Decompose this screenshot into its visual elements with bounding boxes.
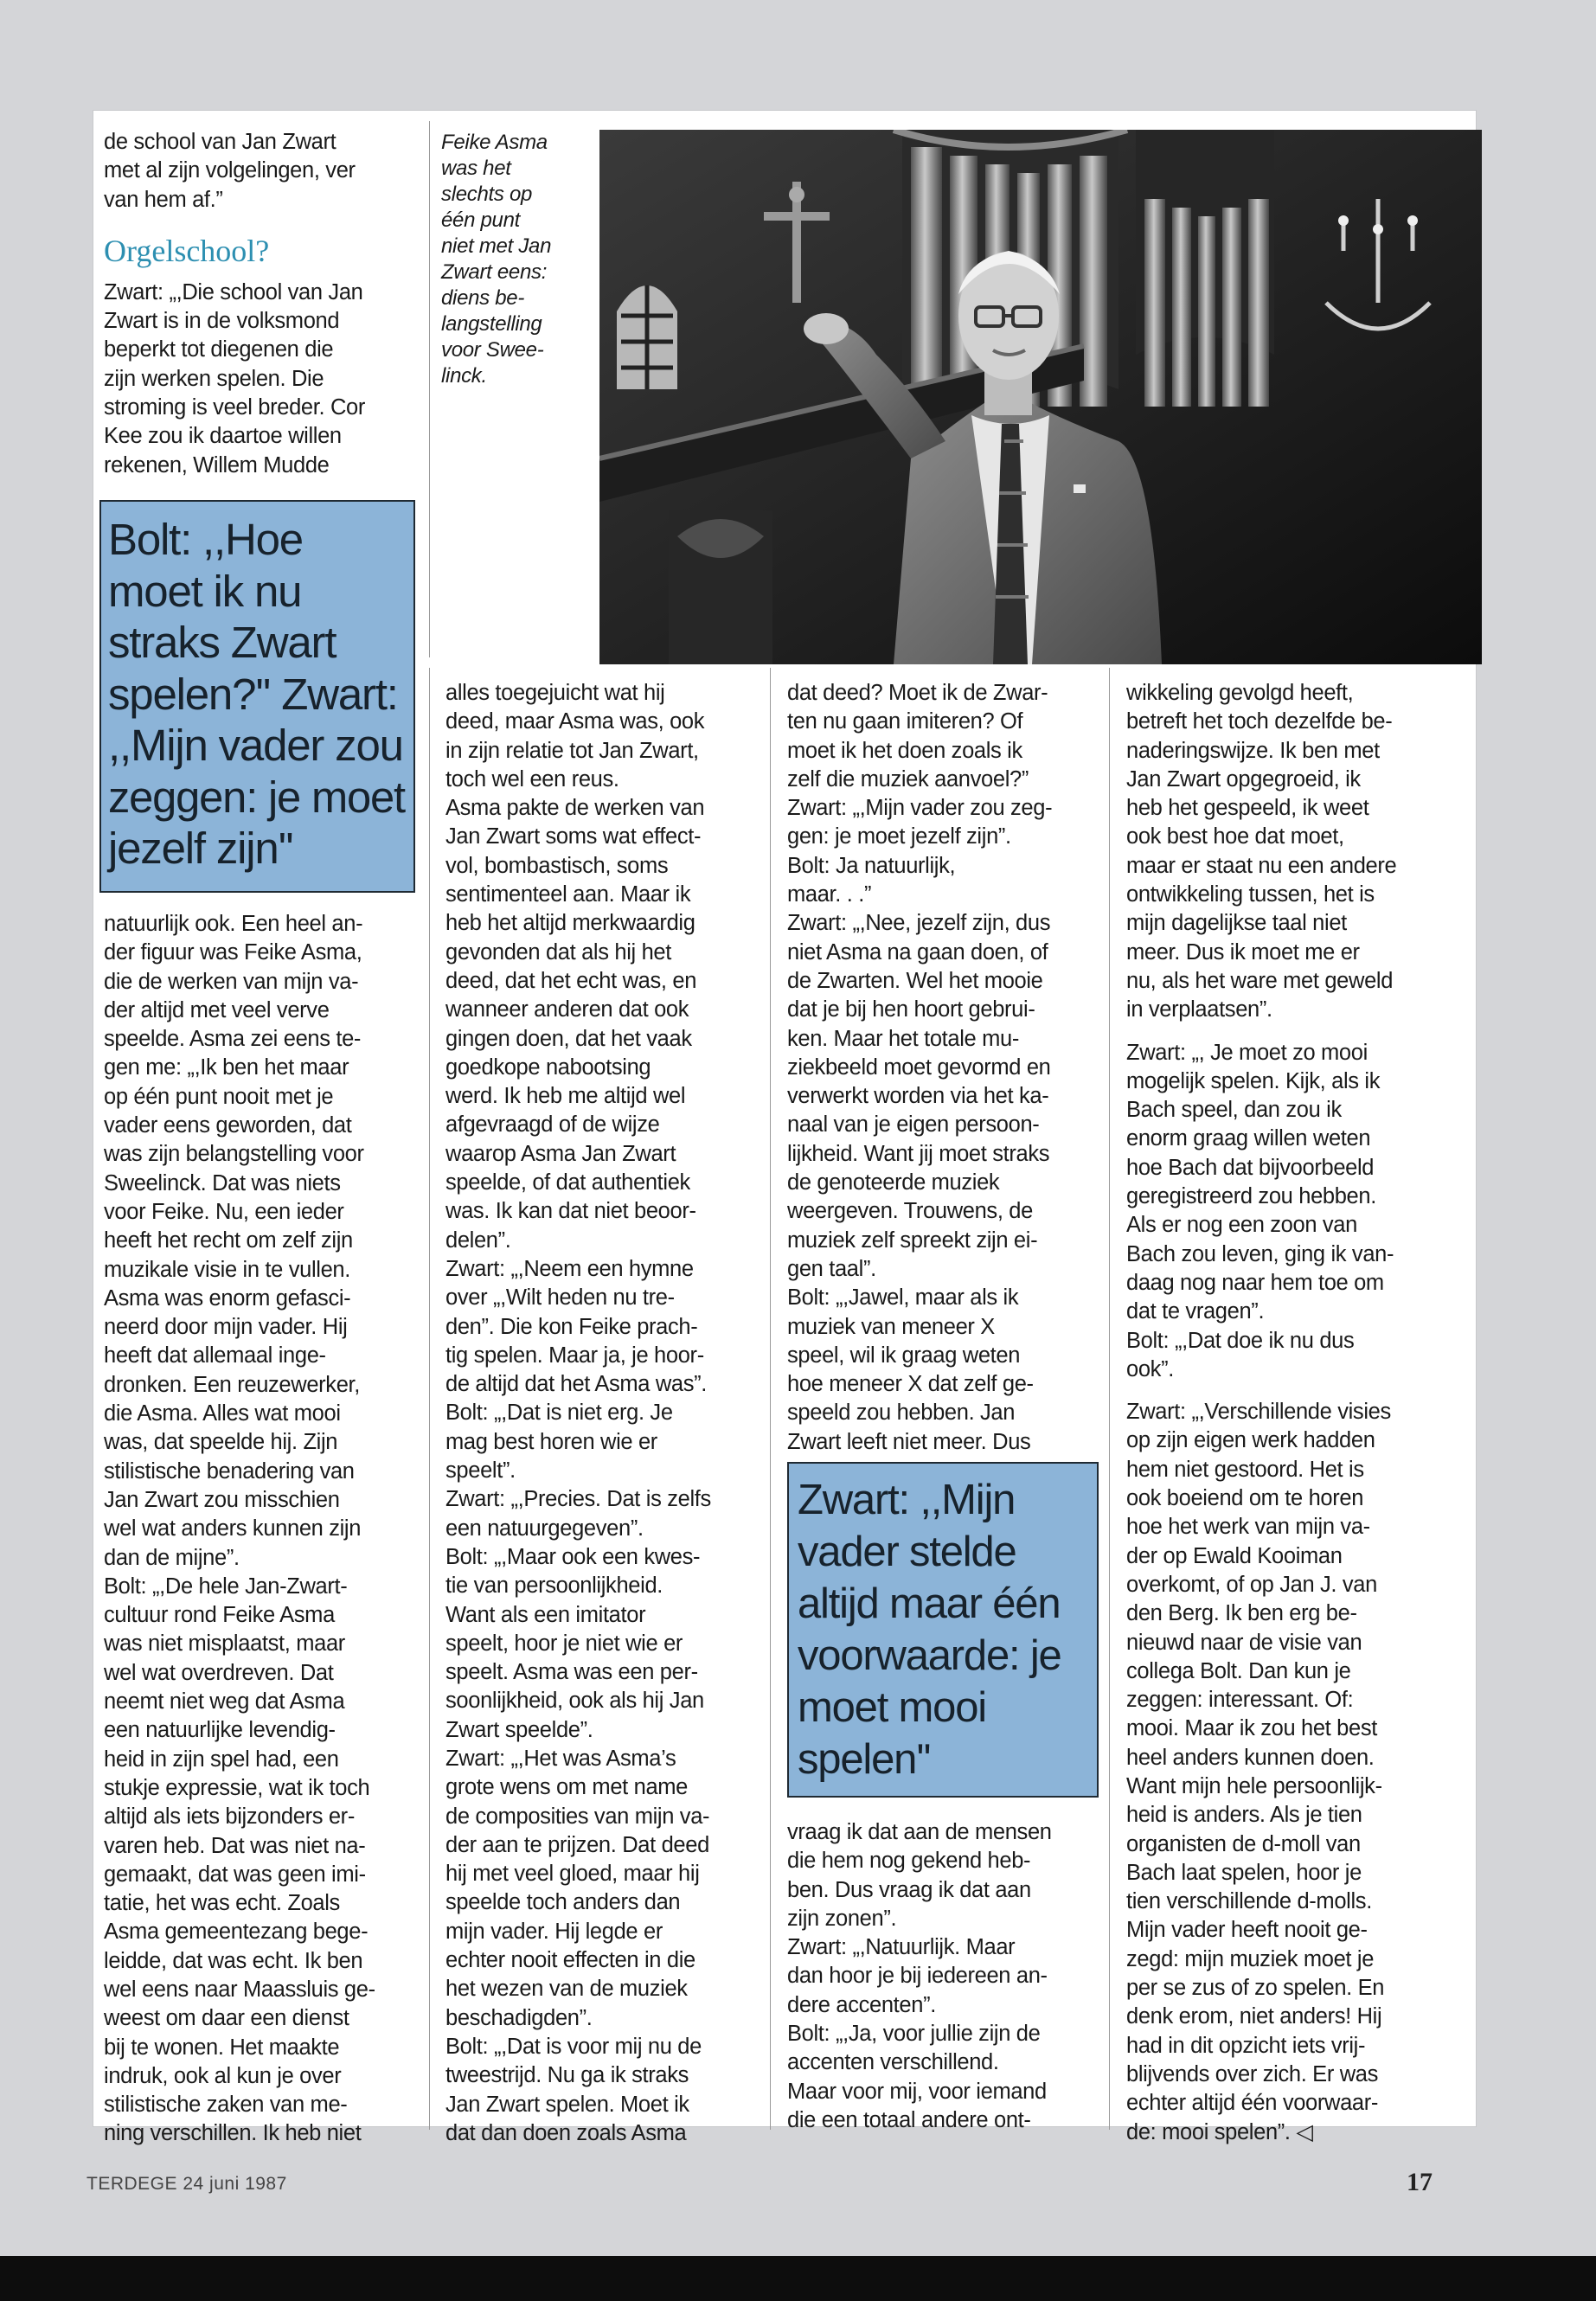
text-line: heb het altijd merkwaardig — [445, 911, 695, 936]
caption-line: linck. — [441, 364, 487, 388]
quote-line: Zwart: ,,Mijn — [798, 1477, 1016, 1523]
text-line: tien verschillende d-molls. — [1126, 1889, 1372, 1914]
text-line: dat je bij hen hoort gebrui- — [787, 997, 1035, 1022]
text-line: mooi. Maar ik zou het best — [1126, 1716, 1377, 1741]
text-line: heb het gespeeld, ik weet — [1126, 796, 1369, 821]
pull-quote-bolt — [99, 500, 415, 893]
text-line: Zwart is in de volksmond — [104, 309, 340, 334]
column-rule — [429, 668, 430, 2130]
text-line: Maar voor mij, voor iemand — [787, 2079, 1047, 2104]
text-line: op één punt nooit met je — [104, 1084, 334, 1109]
text-line: der altijd met veel verve — [104, 997, 330, 1022]
text-line: grote wens om met name — [445, 1775, 689, 1800]
text-line: den Berg. Ik ben erg be- — [1126, 1601, 1357, 1626]
column-2 — [445, 679, 761, 2148]
text-line: mijn vader. Hij legde er — [445, 1919, 663, 1944]
text-line: gevonden dat als hij het — [445, 939, 671, 965]
scan-edge-bar — [0, 2256, 1596, 2301]
text-line: van hem af.” — [104, 187, 223, 212]
text-line: rekenen, Willem Mudde — [104, 452, 330, 478]
text-line: gen: je moet jezelf zijn”. — [787, 824, 1011, 849]
column-rule — [429, 121, 430, 657]
text-line: Als er nog een zoon van — [1126, 1213, 1357, 1238]
text-line: Zwart: „,Neem een hymne — [445, 1256, 694, 1281]
quote-line: moet ik nu — [108, 566, 302, 616]
text-line: dat deed? Moet ik de Zwar- — [787, 681, 1048, 705]
text-line: vol, bombastisch, soms — [445, 853, 669, 878]
text-line: neerd door mijn vader. Hij — [104, 1315, 348, 1340]
text-line: geregistreerd zou hebben. — [1126, 1184, 1376, 1209]
section-heading: Orgelschool? — [104, 233, 270, 268]
text-line: hem niet gestoord. Het is — [1126, 1457, 1364, 1482]
text-line: Bolt: „,Dat is voor mij nu de — [445, 2034, 702, 2059]
text-line: was, dat speelde hij. Zijn — [104, 1430, 338, 1455]
column-3-top — [787, 679, 1103, 1457]
text-line: het wezen van de muziek — [445, 1977, 688, 2002]
text-line: naal van je eigen persoon- — [787, 1112, 1040, 1138]
text-line: muziek van meneer X — [787, 1314, 995, 1339]
text-line: ook”. — [1126, 1356, 1174, 1381]
text-line: afgevraagd of de wijze — [445, 1112, 660, 1138]
quote-line: straks Zwart — [108, 618, 337, 667]
text-line: Jan Zwart spelen. Moet ik — [445, 2092, 689, 2117]
column-3-bottom — [787, 1818, 1103, 2135]
text-line: beperkt tot diegenen die — [104, 337, 334, 362]
text-line: hoe Bach dat bijvoorbeeld — [1126, 1155, 1375, 1180]
text-line: Jan Zwart soms wat effect- — [445, 824, 702, 849]
text-line: Bolt: „,Maar ook een kwes- — [445, 1544, 701, 1569]
text-line: Zwart: „,Nee, jezelf zijn, dus — [787, 911, 1051, 936]
text-line: ziekbeeld moet gevormd en — [787, 1054, 1051, 1080]
caption-line: één punt — [441, 208, 521, 232]
text-line: speelt. Asma was een per- — [445, 1660, 698, 1685]
text-line: gemaakt, dat was geen imi- — [104, 1862, 366, 1887]
column-1-top — [104, 128, 415, 480]
text-line: deed, maar Asma was, ook — [445, 709, 705, 734]
text-line: Bach speel, dan zou ik — [1126, 1098, 1342, 1123]
text-line: mag best horen wie er — [445, 1429, 657, 1454]
quote-line: zeggen: je moet — [108, 772, 405, 822]
text-line: een natuurlijke levendig- — [104, 1718, 336, 1743]
text-line: delen”. — [445, 1227, 511, 1253]
text-line: toch wel een reus. — [445, 766, 619, 792]
caption-line: Feike Asma — [441, 131, 548, 154]
text-line: ning verschillen. Ik heb niet — [104, 2121, 362, 2146]
text-line: de school van Jan Zwart — [104, 130, 337, 154]
text-line: die de werken van mijn va- — [104, 969, 359, 994]
text-line: zijn werken spelen. Die — [104, 366, 324, 391]
text-line: op zijn eigen werk hadden — [1126, 1428, 1375, 1453]
text-line: dat dan doen zoals Asma — [445, 2120, 687, 2145]
text-line: in zijn relatie tot Jan Zwart, — [445, 738, 699, 763]
text-line: alles toegejuicht wat hij — [445, 681, 665, 705]
text-line: der figuur was Feike Asma, — [104, 940, 362, 965]
text-line: organisten de d-moll van — [1126, 1831, 1361, 1856]
quote-line: moet mooi — [798, 1684, 986, 1731]
text-line: Jan Zwart zou misschien — [104, 1487, 340, 1512]
text-line: dat te vragen”. — [1126, 1299, 1265, 1324]
text-line: wikkeling gevolgd heeft, — [1126, 681, 1354, 705]
text-line: cultuur rond Feike Asma — [104, 1603, 335, 1628]
text-line: heid is anders. Als je tien — [1126, 1803, 1362, 1828]
text-line: speelde, of dat authentiek — [445, 1170, 690, 1195]
text-line: Zwart leeft niet meer. Dus — [787, 1429, 1031, 1454]
text-line: Zwart: „, Je moet zo mooi — [1126, 1040, 1368, 1065]
text-line: vraag ik dat aan de mensen — [787, 1820, 1052, 1844]
caption-line: langstelling — [441, 312, 542, 336]
text-line: meer. Dus ik moet me er — [1126, 939, 1360, 965]
text-line: den”. Die kon Feike prach- — [445, 1314, 698, 1339]
text-line: dan de mijne”. — [104, 1545, 240, 1570]
text-line: die een totaal andere ont- — [787, 2107, 1031, 2132]
text-line: goedkope nabootsing — [445, 1054, 651, 1080]
photo-organist-portrait — [599, 130, 1482, 664]
text-line: dronken. Een reuzewerker, — [104, 1372, 361, 1397]
text-line: blijvends over zich. Er was — [1126, 2061, 1378, 2086]
text-line: tie van persoonlijkheid. — [445, 1574, 663, 1599]
pull-quote-zwart — [787, 1462, 1099, 1798]
text-line: Bolt: „,Dat doe ik nu dus — [1126, 1328, 1355, 1353]
text-line: hij met veel gloed, maar hij — [445, 1862, 700, 1887]
text-line: accenten verschillend. — [787, 2050, 999, 2075]
text-line: heel anders kunnen doen. — [1126, 1745, 1375, 1770]
text-line: ook best hoe dat moet, — [1126, 824, 1344, 849]
text-line: ben. Dus vraag ik dat aan — [787, 1877, 1031, 1902]
text-line: speel, wil ik graag weten — [787, 1343, 1021, 1368]
text-line: was zijn belangstelling voor — [104, 1142, 364, 1167]
text-line: gen me: „,Ik ben het maar — [104, 1055, 349, 1080]
text-line: leidde, dat was echt. Ik ben — [104, 1948, 363, 1973]
text-line: Zwart: „,Precies. Dat is zelfs — [445, 1487, 711, 1512]
text-line: waarop Asma Jan Zwart — [445, 1141, 676, 1166]
publication-footer: TERDEGE 24 juni 1987 — [87, 2174, 287, 2194]
text-line: dere accenten”. — [787, 1992, 936, 2017]
text-line: Bolt: Ja natuurlijk, — [787, 853, 956, 878]
text-line: Zwart speelde”. — [445, 1717, 593, 1742]
text-line: speelt, hoor je niet wie er — [445, 1631, 683, 1656]
text-line: die hem nog gekend heb- — [787, 1849, 1031, 1874]
text-line: stilistische benadering van — [104, 1458, 355, 1484]
text-line: denk erom, niet anders! Hij — [1126, 2004, 1382, 2029]
text-line: de composities van mijn va- — [445, 1804, 710, 1829]
text-line: tweestrijd. Nu ga ik straks — [445, 2063, 689, 2088]
text-line: nu, als het ware met geweld — [1126, 968, 1394, 993]
text-line: betreft het toch dezelfde be- — [1126, 709, 1393, 734]
text-line: speelde toch anders dan — [445, 1890, 681, 1915]
text-line: gen taal”. — [787, 1256, 876, 1281]
text-line: varen heb. Dat was niet na- — [104, 1833, 366, 1858]
text-line: zegd: mijn muziek moet je — [1126, 1946, 1375, 1971]
text-line: een natuurgegeven”. — [445, 1516, 644, 1541]
text-line: zijn zonen”. — [787, 1906, 897, 1931]
text-line: de altijd dat het Asma was”. — [445, 1372, 708, 1397]
column-4 — [1126, 679, 1438, 2147]
text-line: de Zwarten. Wel het mooie — [787, 968, 1043, 993]
text-line: Bach laat spelen, hoor je — [1126, 1860, 1362, 1885]
text-line: Bolt: „,Ja, voor jullie zijn de — [787, 2022, 1041, 2047]
text-line: hoe meneer X dat zelf ge- — [787, 1372, 1034, 1397]
text-line: neemt niet weg dat Asma — [104, 1689, 345, 1715]
text-line: had in dit opzicht iets vrij- — [1126, 2033, 1366, 2058]
text-line: Kee zou ik daartoe willen — [104, 424, 342, 449]
photo-caption — [441, 130, 575, 389]
text-line: weergeven. Trouwens, de — [787, 1199, 1033, 1224]
text-line: Want als een imitator — [445, 1602, 646, 1627]
text-line: Zwart: „,Verschillende visies — [1126, 1400, 1391, 1425]
text-line: ten nu gaan imiteren? Of — [787, 709, 1023, 734]
text-line: die Asma. Alles wat mooi — [104, 1401, 341, 1426]
text-line: nieuwd naar de visie van — [1126, 1630, 1362, 1655]
text-line: heeft dat allemaal inge- — [104, 1343, 326, 1368]
organ-photo-illustration — [599, 130, 1482, 664]
quote-line: altijd maar één — [798, 1580, 1061, 1627]
text-line: sentimenteel aan. Maar ik — [445, 882, 691, 907]
text-line: Bolt: „,Jawel, maar als ik — [787, 1285, 1019, 1311]
text-line: met al zijn volgelingen, ver — [104, 158, 356, 183]
text-line: gingen doen, dat het vaak — [445, 1026, 692, 1051]
text-line: de: mooi spelen”. ◁ — [1126, 2119, 1313, 2144]
text-line: stilistische zaken van me- — [104, 2093, 348, 2118]
text-line: Zwart: „,Het was Asma’s — [445, 1746, 676, 1771]
text-line: zelf die muziek aanvoel?” — [787, 766, 1029, 792]
text-line: enorm graag willen weten — [1126, 1126, 1371, 1151]
text-line: voor Feike. Nu, een ieder — [104, 1199, 344, 1224]
text-line: dan hoor je bij iedereen an- — [787, 1964, 1048, 1989]
text-line: Zwart: „,Die school van Jan — [104, 279, 363, 304]
text-line: wel eens naar Maassluis ge- — [104, 1977, 375, 2002]
text-line: weest om daar een dienst — [104, 2006, 349, 2031]
column-rule — [1109, 668, 1110, 2130]
text-line: soonlijkheid, ook als hij Jan — [445, 1689, 704, 1714]
text-line: Asma gemeentezang bege- — [104, 1920, 369, 1945]
text-line: altijd als iets bijzonders er- — [104, 1804, 355, 1830]
text-line: natuurlijk ook. Een heel an- — [104, 912, 363, 936]
text-line: zeggen: interessant. Of: — [1126, 1688, 1354, 1713]
text-line: echter altijd één voorwaar- — [1126, 2091, 1379, 2116]
text-line: tig spelen. Maar ja, je hoor- — [445, 1343, 704, 1368]
quote-line: ,,Mijn vader zou — [108, 721, 403, 770]
text-line: speelde. Asma zei eens te- — [104, 1027, 362, 1052]
text-line: heeft het recht om zelf zijn — [104, 1228, 353, 1253]
text-line: bij te wonen. Het maakte — [104, 2035, 340, 2060]
text-line: indruk, ook al kun je over — [104, 2063, 342, 2088]
text-line: Asma was enorm gefasci- — [104, 1285, 351, 1311]
text-line: per se zus of zo spelen. En — [1126, 1976, 1385, 2001]
text-line: speelt”. — [445, 1458, 516, 1484]
text-line: Bolt: „,De hele Jan-Zwart- — [104, 1574, 348, 1599]
text-line: verwerkt worden via het ka- — [787, 1084, 1049, 1109]
text-line: daag nog naar hem toe om — [1126, 1270, 1384, 1295]
text-line: muziek zelf spreekt zijn ei- — [787, 1227, 1038, 1253]
text-line: ken. Maar het totale mu- — [787, 1026, 1019, 1051]
text-line: der aan te prijzen. Dat deed — [445, 1832, 709, 1857]
text-line: collega Bolt. Dan kun je — [1126, 1658, 1351, 1683]
caption-line: was het — [441, 157, 511, 180]
text-line: stukje expressie, wat ik toch — [104, 1775, 370, 1800]
text-line: Bach zou leven, ging ik van- — [1126, 1241, 1394, 1266]
text-line: was niet misplaatst, maar — [104, 1631, 345, 1657]
text-line: speeld zou hebben. Jan — [787, 1400, 1016, 1426]
quote-line: spelen?'' Zwart: — [108, 669, 398, 719]
text-line: naderingswijze. Ik ben met — [1126, 738, 1380, 763]
text-line: over „,Wilt heden nu tre- — [445, 1285, 675, 1311]
quote-line: spelen'' — [798, 1736, 931, 1783]
text-line: Bolt: „,Dat is niet erg. Je — [445, 1400, 673, 1426]
text-line: de genoteerde muziek — [787, 1170, 1000, 1195]
text-line: stroming is veel breder. Cor — [104, 395, 365, 420]
text-line: niet Asma na gaan doen, of — [787, 939, 1048, 965]
text-line: Asma pakte de werken van — [445, 796, 705, 821]
caption-line: diens be- — [441, 286, 525, 310]
text-line: werd. Ik heb me altijd wel — [445, 1084, 686, 1109]
text-line: beschadigden”. — [445, 2005, 593, 2030]
text-line: maar. . .” — [787, 882, 872, 907]
text-line: vader eens geworden, dat — [104, 1113, 352, 1138]
text-line: Zwart: „,Natuurlijk. Maar — [787, 1935, 1016, 1960]
quote-line: voorwaarde: je — [798, 1632, 1061, 1679]
text-line: heid in zijn spel had, een — [104, 1747, 339, 1772]
text-line: lijkheid. Want jij moet straks — [787, 1141, 1050, 1166]
text-line: ontwikkeling tussen, het is — [1126, 882, 1375, 907]
text-line: wel wat overdreven. Dat — [104, 1660, 334, 1685]
caption-line: voor Swee- — [441, 338, 544, 362]
text-line: in verplaatsen”. — [1126, 997, 1272, 1022]
text-line: Want mijn hele persoonlijk- — [1126, 1773, 1382, 1798]
quote-line: jezelf zijn'' — [108, 824, 293, 873]
text-line: maar er staat nu een andere — [1126, 853, 1397, 878]
text-line: Jan Zwart opgegroeid, ik — [1126, 766, 1361, 792]
text-line: echter nooit effecten in die — [445, 1948, 695, 1973]
text-line: deed, dat het echt was, en — [445, 968, 697, 993]
column-1-bottom — [104, 910, 424, 2149]
text-line: overkomt, of op Jan J. van — [1126, 1572, 1377, 1597]
quote-line: vader stelde — [798, 1529, 1016, 1575]
text-line: wanneer anderen dat ook — [445, 997, 689, 1022]
column-rule — [770, 668, 771, 2130]
text-line: wel wat anders kunnen zijn — [104, 1516, 362, 1541]
page-number: 17 — [1407, 2168, 1433, 2196]
text-line: moet ik het doen zoals ik — [787, 738, 1022, 763]
text-line: mijn dagelijkse taal niet — [1126, 911, 1347, 936]
text-line: der op Ewald Kooiman — [1126, 1543, 1343, 1568]
caption-line: slechts op — [441, 183, 533, 206]
text-line: was. Ik kan dat niet beoor- — [445, 1199, 696, 1224]
text-line: Mijn vader heeft nooit ge- — [1126, 1918, 1368, 1943]
text-line: muzikale visie in te vullen. — [104, 1257, 350, 1282]
caption-line: niet met Jan — [441, 234, 552, 258]
text-line: hoe het werk van mijn va- — [1126, 1515, 1370, 1540]
quote-line: Bolt: ,,Hoe — [108, 515, 303, 564]
text-line: mogelijk spelen. Kijk, als ik — [1126, 1068, 1381, 1093]
text-line: Sweelinck. Dat was niets — [104, 1170, 341, 1195]
text-line: ook boeiend om te horen — [1126, 1486, 1364, 1511]
text-line: Zwart: „,Mijn vader zou zeg- — [787, 796, 1053, 821]
text-line: tatie, het was echt. Zoals — [104, 1891, 340, 1916]
caption-line: Zwart eens: — [441, 260, 548, 284]
